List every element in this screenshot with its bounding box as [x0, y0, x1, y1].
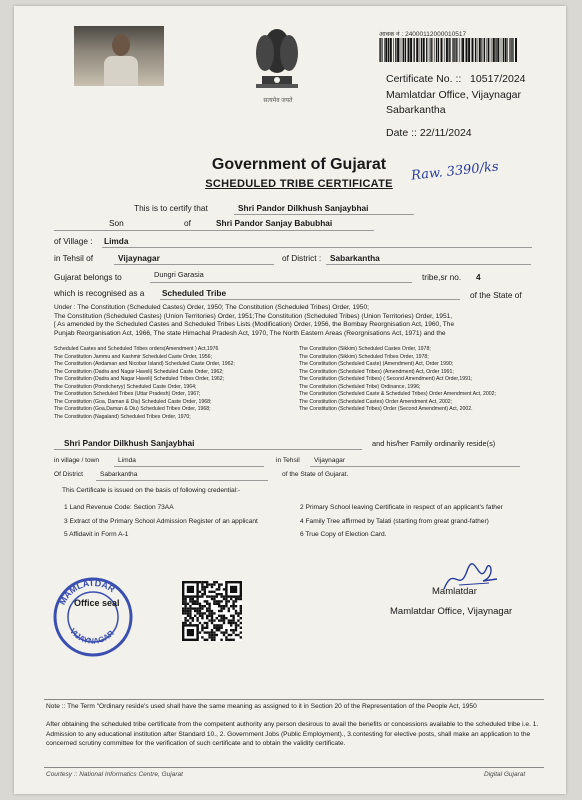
seal-top-text: MAMLATDAR — [56, 577, 117, 607]
order-item: The Constitution (Scheduled Tribes) Order (Second Amendment) Act, 2002. — [299, 406, 473, 412]
family-text: and his/her Family ordinarily reside(s) — [372, 439, 496, 448]
relation: Son — [109, 218, 124, 228]
footer-courtesy: Courtesy :: National Informatics Centre, Gujarat — [46, 771, 183, 778]
village-label: of Village : — [54, 236, 93, 246]
credential-item: 1 Land Revenue Code: Section 73AA — [64, 504, 174, 511]
credentials-right — [300, 504, 510, 545]
photo-body — [104, 56, 138, 86]
order-item: The Constitution (Dadra and Nagar Haveli) Scheduled Caste Order, 1962; — [54, 368, 224, 375]
barcode-icon — [379, 38, 519, 62]
credential-item: 2 Primary School leaving Certificate in respect of an applicant's father — [300, 504, 503, 511]
credential-item: 5 Affidavit in Form A-1 — [64, 531, 129, 539]
recognised-label: which is recognised as a — [54, 288, 145, 298]
seal-bottom-text: VIJAYNAGAR — [67, 626, 116, 646]
handwritten-note: Raw. 3390/ks — [410, 159, 500, 184]
photo-head — [112, 34, 130, 56]
credentials-left — [64, 504, 264, 545]
signatory-office: Mamlatdar Office, Vijaynagar — [390, 606, 513, 617]
govt-title: Government of Gujarat — [211, 156, 387, 173]
certify-text: This is to certify that — [134, 203, 208, 213]
state-of-text: of the State of — [470, 290, 522, 300]
qr-code-icon — [182, 581, 242, 641]
order-item: The Constitution (Sikkim) Scheduled Tribes Order, 1978; — [299, 353, 429, 360]
district-2: Sabarkantha — [100, 471, 138, 478]
order-item: The Constitution (Sikkim) Scheduled Castes Order, 1978; — [299, 346, 431, 352]
footer-digital-gujarat: Digital Gujarat — [484, 771, 526, 778]
person-name-2: Shri Pandor Dilkhush Sanjaybhai — [64, 438, 195, 448]
applicant-photo — [74, 26, 164, 86]
order-item: The Constitution (Scheduled Tribe) Ordinance, 1996; — [299, 383, 421, 390]
under-text-block — [54, 304, 544, 338]
signatory-title: Mamlatdar — [432, 586, 477, 597]
barcode-label: आवक नं : 24000112000010517 — [379, 31, 467, 38]
village: Limda — [104, 236, 129, 246]
order-item: The Constitution (Scheduled Tribes) ( Second Amendment) Act Order,1991; — [299, 376, 473, 382]
issued-text: This Certificate is issued on the basis of following credential:- — [62, 487, 241, 494]
credential-item: 6 True Copy of Election Card. — [300, 531, 387, 539]
certificate-title: SCHEDULED TRIBE CERTIFICATE — [205, 178, 393, 190]
under-line-4: Punjab Reorganisation Act, 1966, The state Himachal Pradesh Act, 1970, The North Eastern Areas (Reorgnisations Act, 1971) and the — [54, 329, 446, 337]
tribe-name: Dungri Garasia — [154, 270, 204, 279]
certificate-no: 10517/2024 — [470, 73, 526, 85]
village-town-label: in village / town — [54, 457, 100, 464]
tehsil-2: Vijaynagar — [314, 457, 346, 464]
order-item: The Constitution (Scheduled Castes) Order Amendment Act, 2002; — [299, 398, 453, 405]
under-line-2: The Constitution (Scheduled Castes) (Union Territories) Order, 1951;The Constitution (Scheduled Tribes) (Union Territories) Order, 1951, — [54, 312, 453, 320]
district-label-2: Of District — [54, 471, 83, 478]
district: Sabarkantha — [330, 253, 380, 263]
credential-item: 4 Family Tree affirmed by Talati (starting from great grand-father) — [300, 517, 489, 525]
order-item: The Constitution (Scheduled Caste & Scheduled Tribes) Order Amendment Act, 2002; — [299, 391, 496, 397]
order-item: Scheduled Castes and Scheduled Tribes orders(Amendment ) Act,1976 — [54, 346, 219, 352]
office-seal-icon — [52, 576, 134, 658]
office-line2: Sabarkantha — [386, 104, 446, 116]
recognised-as: Scheduled Tribe — [162, 288, 227, 298]
village-2: Limda — [118, 457, 136, 464]
certificate-info — [386, 72, 526, 141]
credential-item: 3 Extract of the Primary School Admission Register of an applicant — [64, 517, 258, 525]
tehsil-label: in Tehsil of — [54, 253, 94, 263]
state-text: of the State of Gujarat. — [282, 471, 349, 478]
belongs-label: Gujarat belongs to — [54, 272, 122, 282]
tribe-sr-label: tribe,sr no. — [422, 272, 462, 282]
parent-name: Shri Pandor Sanjay Babubhai — [216, 218, 333, 228]
certificate-no-label: Certificate No. :: — [386, 73, 462, 85]
tribe-sr: 4 — [476, 272, 481, 282]
date-label: Date :: — [386, 126, 417, 139]
tehsil-label-2: in Tehsil — [276, 457, 300, 464]
date: 22/11/2024 — [419, 126, 472, 139]
tehsil: Vijaynagar — [118, 253, 160, 263]
order-item: The Constitution (Pondicheryy) Scheduled Caste Order, 1964; — [54, 383, 197, 390]
person-name: Shri Pandor Dilkhush Sanjaybhai — [238, 203, 369, 213]
of-text: of — [184, 218, 191, 228]
note-2: After obtaining the scheduled tribe certificate from the competent authority any person desirous to avail the benefits or concessions available to the scheduled tribe i.e. 1. Admission to any educational institution after Standard 10., 2. Government Jobs (Public Employment)., 3.contesting for elective posts, shall make an application to the concerned scrutiny committee for the verification of such certificate and to obtain the validity certificate. — [46, 721, 539, 747]
emblem-motto: सत्यमेव जयते — [263, 98, 293, 104]
orders-right — [299, 346, 544, 414]
national-emblem-icon — [242, 21, 312, 96]
note-1: Note :: The Term "Ordinary reside's used shall have the same meaning as assigned to it in Section 20 of the Representation of the People Act, 1950 — [46, 703, 477, 710]
office-seal-label: Office seal — [74, 598, 120, 608]
order-item: The Constitution Jammu and Kashmir Scheduled Caste Order, 1956; — [54, 353, 213, 360]
order-item: The Constitution (Dadra and Nagar Haveli) Scheduled Tribes Order, 1962; — [54, 376, 225, 382]
under-line-1: Under : The Constitution (Scheduled Castes) Order, 1950; The Constitution (Scheduled Tribes) Order, 1950; — [54, 304, 369, 311]
order-item: The Constitution (Scheduled Caste) (Amendment) Act, Order 1990; — [299, 361, 454, 367]
order-item: The Constitution Scheduled Tribes (Uttar Pradesh) Order, 1967; — [54, 391, 201, 397]
order-item: The Constitution (Nagaland) Scheduled Tribes Order, 1970; — [54, 413, 191, 420]
order-item: The Constitution (Andaman and Nicobar Island) Scheduled Caste Order, 1962; — [54, 361, 235, 367]
order-item: The Constitution (Goa, Daman & Diu) Scheduled Caste Order, 1968; — [54, 398, 212, 405]
office-line1: Mamlatdar Office, Vijaynagar — [386, 88, 522, 101]
district-label: of District : — [282, 253, 322, 263]
order-item: The Constitution (Scheduled Tribes) (Amendment) Act, Order 1991; — [299, 368, 454, 375]
svg-text:VIJAYNAGAR — [68, 627, 116, 646]
certificate-page — [14, 6, 566, 794]
orders-left — [54, 346, 294, 421]
order-item: The Constitution (Goa,Daman & Diu) Scheduled Tribes Order, 1968; — [54, 406, 211, 412]
under-line-3: [ As amended by the Scheduled Castes and Scheduled Tribes Lists (Modification) Order, 1956, the Bombay Reorgnisation Act, 1960, The — [54, 321, 455, 329]
